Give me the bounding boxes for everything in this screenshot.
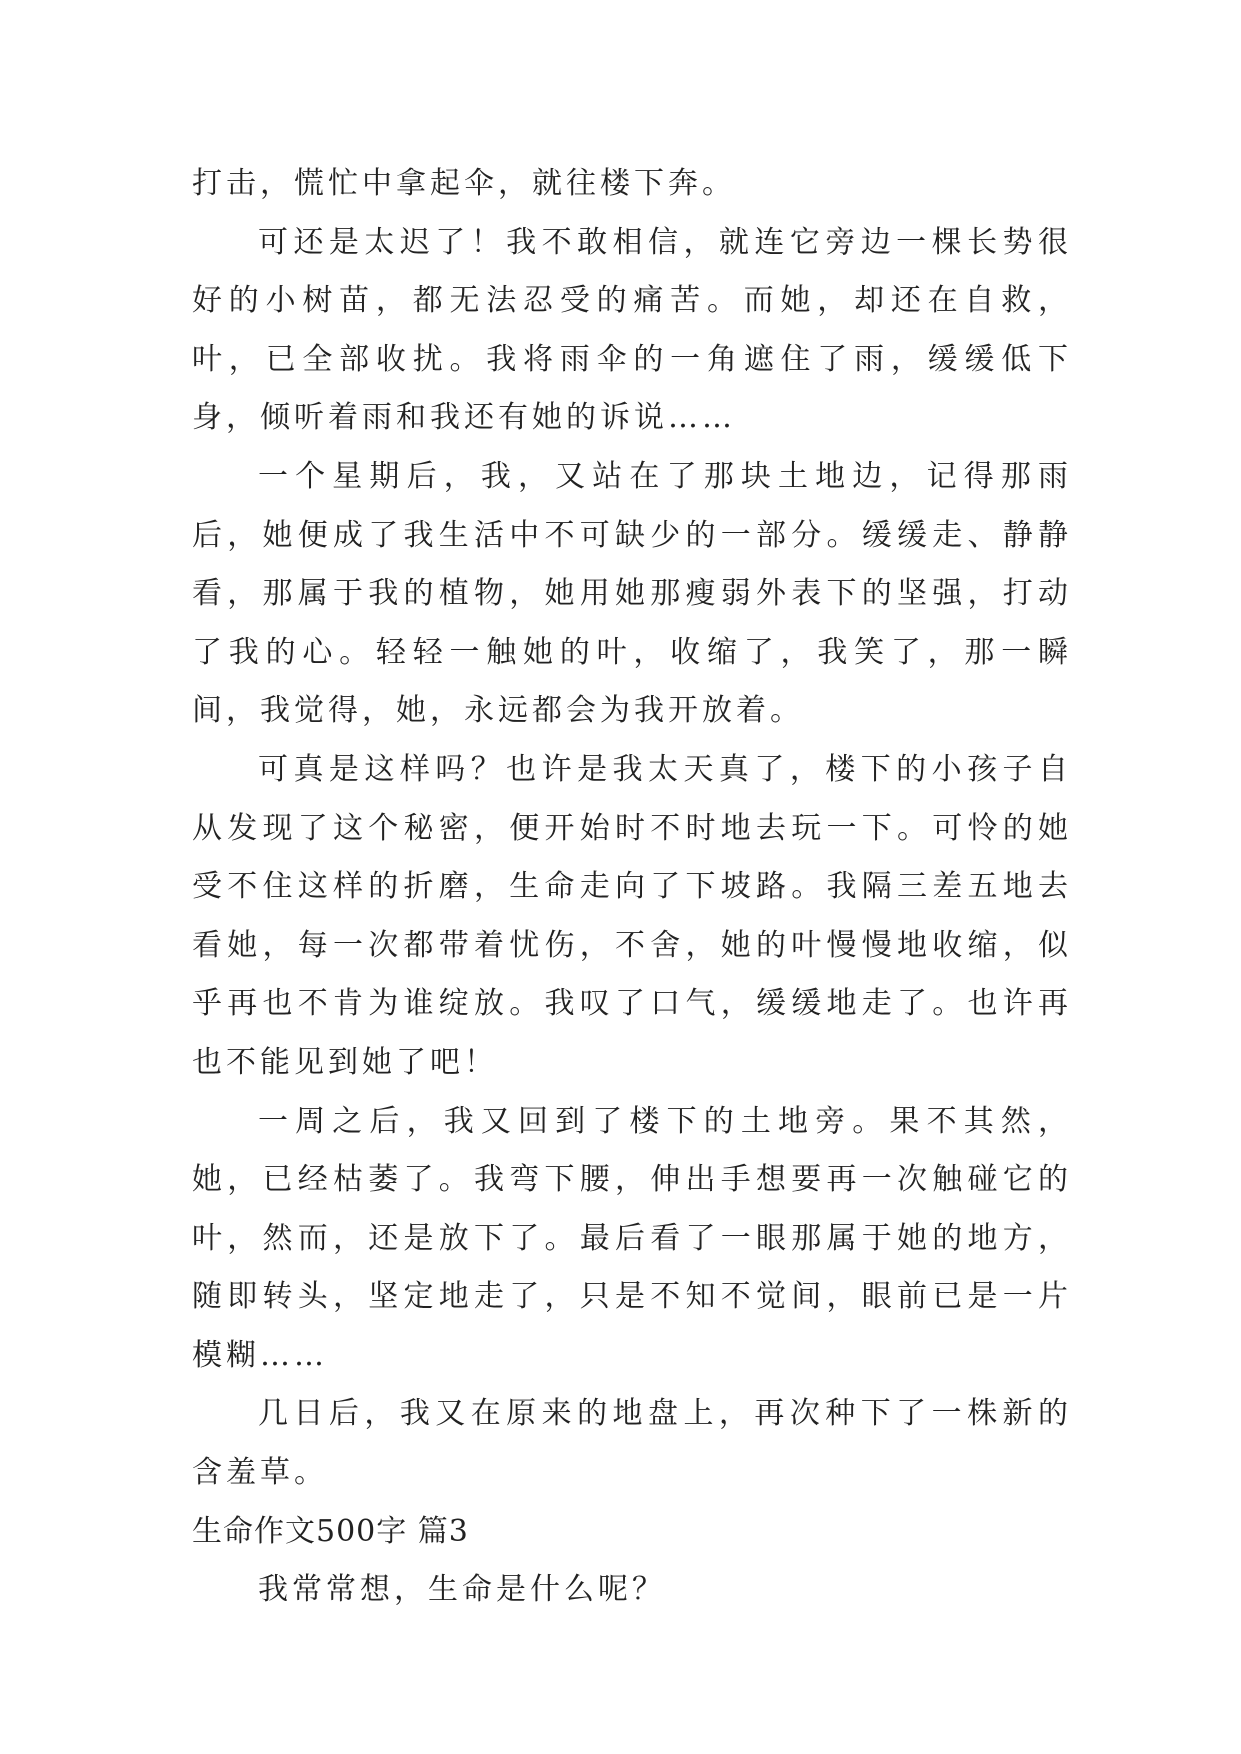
paragraph: 一个星期后，我，又站在了那块土地边，记得那雨后，她便成了我生活中不可缺少的一部分。缓缓走、静静看，那属于我的植物，她用她那瘦弱外表下的坚强，打动了我的心。轻轻一触她的叶，收缩了，我笑了，那一瞬间，我觉得，她，永远都会为我开放着。 <box>192 458 1072 729</box>
paragraph: 我常常想，生命是什么呢？ <box>258 1572 666 1608</box>
document-body <box>192 155 1072 1620</box>
section-heading: 生命作文500字 篇3 <box>192 1513 469 1549</box>
paragraph: 可真是这样吗？也许是我太天真了，楼下的小孩子自从发现了这个秘密，便开始时不时地去玩一下。可怜的她受不住这样的折磨，生命走向了下坡路。我隔三差五地去看她，每一次都带着忧伤，不舍，她的叶慢慢地收缩，似乎再也不肯为谁绽放。我叹了口气，缓缓地走了。也许再也不能见到她了吧！ <box>192 751 1072 1080</box>
paragraph: 一周之后，我又回到了楼下的土地旁。果不其然，她，已经枯萎了。我弯下腰，伸出手想要再一次触碰它的叶，然而，还是放下了。最后看了一眼那属于她的地方，随即转头，坚定地走了，只是不知不觉间，眼前已是一片模糊…… <box>192 1103 1072 1373</box>
paragraph: 可还是太迟了！我不敢相信，就连它旁边一棵长势很好的小树苗，都无法忍受的痛苦。而她，却还在自救，叶，已全部收扰。我将雨伞的一角遮住了雨，缓缓低下身，倾听着雨和我还有她的诉说…… <box>192 224 1072 436</box>
paragraph: 几日后，我又在原来的地盘上，再次种下了一株新的含羞草。 <box>192 1396 1072 1491</box>
paragraph-continuation: 打击，慌忙中拿起伞，就往楼下奔。 <box>192 166 736 201</box>
